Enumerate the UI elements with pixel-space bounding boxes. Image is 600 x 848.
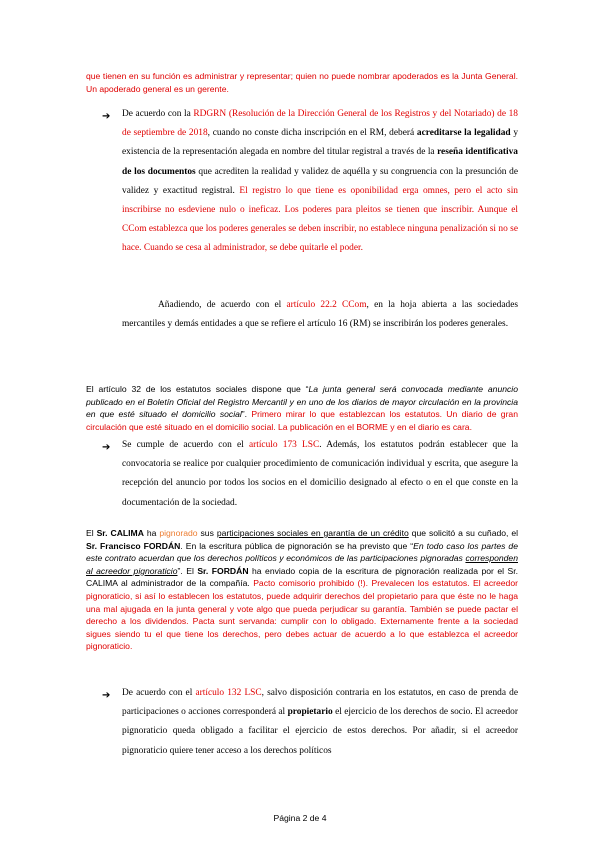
bold-name: Sr. FORDÁN [197,565,249,576]
quote-text: La junta general será convocada mediante anuncio publicado en el Boletín Oficial del Registro Mercantil y en uno de los diarios de mayor circulación en la provincia en que esté situado el domicilio social [86,384,518,420]
red-note: Primero mirar lo que establezcan los estatutos. Un diario de gran circulación que esté situado en el domicilio social. La publicación en el BORME y en el diario es cara. [86,409,518,432]
rdgrn-reference: RDGRN (Resolución de la Dirección General de los Registros y del Notariado) de 18 de septiembre de 2018 [122,109,518,139]
text-span: , en la hoja abierta a las sociedades mercantiles y demás entidades a que se refiere el artículo 16 (RM) se inscribirán los poderes generales. [122,300,519,330]
page-number-footer: Página 2 de 4 [273,813,327,823]
underlined-quote: corresponden al acreedor pignoraticio [86,553,518,576]
text-span: El artículo 32 de los estatutos sociales dispone que “ [86,384,309,394]
text-span: ”. El [177,565,198,576]
text-span: De acuerdo con la [122,109,194,119]
bold-name: Sr. CALIMA [96,528,144,538]
red-note: El registro lo que tiene es oponibilidad erga omnes, pero el acto sin inscribirse no esdeviene nulo o ineficaz. Los poderes para pleitos se tienen que inscribir. Aunque el CCom establezca que los poderes generales se deben inscribir, no establece ninguna penalización si no se hace. Cuando se cesa al administrador, se debe quitarle el poder. [122,185,518,254]
text-span: ”. [241,409,252,420]
text-span: que acrediten la realidad y validez de aquélla y su congruencia con la presunción de validez y exactitud registral. [122,166,519,196]
text-span: El [86,528,97,538]
text-span: que solicitó a su cuñado, el [408,528,519,538]
text-span: sus [197,528,217,538]
rdgrn-bullet-paragraph [122,105,518,259]
lsc-173-bullet-paragraph [122,436,518,513]
text-span: ha enviado copia de la escritura de pignoración realizada por el Sr. CALIMA al administrador de la compañía. [86,565,519,589]
bold-term: acreditarse la legalidad [416,128,511,139]
quote-text: En todo caso los partes de este contrato acuerdan que los derechos políticos y económicos de las participaciones pignoradas [86,540,518,564]
text-span: , cuando no conste dicha inscripción en el RM, deberá [207,128,417,139]
underlined-term: participaciones sociales en garantía de un crédito [216,528,409,538]
intro-paragraph: que tienen en su función es administrar y representar; quien no puede nombrar apoderados es la Junta General. Un apoderado general es un gerente. [86,71,518,94]
text-span: De acuerdo con el [122,688,196,698]
pledge-paragraph [86,527,518,653]
text-span: Añadiendo, de acuerdo con el [158,300,287,310]
statutes-paragraph [86,383,518,433]
text-span: . En la escritura pública de pignoración se ha previsto que “ [180,540,414,551]
text-span: Se cumple de acuerdo con el [122,440,249,450]
pignorado-term: pignorado [159,528,198,538]
ccom-paragraph [122,296,518,334]
bold-name: Sr. Francisco FORDÁN [86,540,181,551]
bold-term: propietario [287,707,333,718]
bullet-arrow-icon: ➔ [102,442,111,453]
bullet-arrow-icon: ➔ [102,111,111,122]
text-span: . Además, los estatutos podrán establecer que la convocatoria se realice por cualquier procedimiento de comunicación individual y escrita, que asegure la recepción del anuncio por todos los socios en el domicilio designado al efecto o en el que conste en la documentación de la sociedad. [122,440,518,508]
ccom-reference: artículo 22.2 CCom [286,300,367,310]
red-note: Pacto comisorio prohibido (!). Prevalecen los estatutos. El acreedor pignoraticio, si así lo establecen los estatutos, puede adquirir derechos del propietario para que éste no le haga una mal ajugada en la junta general y vote algo que pueda perjudicar su garantía. También se puede pactar el derecho a los dividendos. Pacta sunt servanda: cumplir con lo obligado. Externamente frente a la sociedad sigues siendo tu el que tiene los derechos, pero debes actuar de acuerdo a lo que establezca el acreedor pignoraticio. [86,578,518,652]
bullet-arrow-icon: ➔ [102,690,111,701]
text-span: , salvo disposición contraria en los estatutos, en caso de prenda de participaciones o acciones corresponderá al [122,688,518,718]
lsc-132-bullet-paragraph [122,684,518,761]
lsc-132-reference: artículo 132 LSC [195,688,262,698]
text-span: el ejercicio de los derechos de socio. El acreedor pignoraticio queda obligado a facilitar el ejercicio de estos derechos. Por añadir, si el acreedor pignoraticio quiere tener acceso a los derechos políticos [122,707,518,756]
text-span: ha [143,528,160,538]
lsc-173-reference: artículo 173 LSC [248,440,320,450]
text-span: y existencia de la representación alegada en nombre del titular registral a través de la [122,128,519,158]
bold-term: reseña identificativa de los documentos [122,147,518,177]
